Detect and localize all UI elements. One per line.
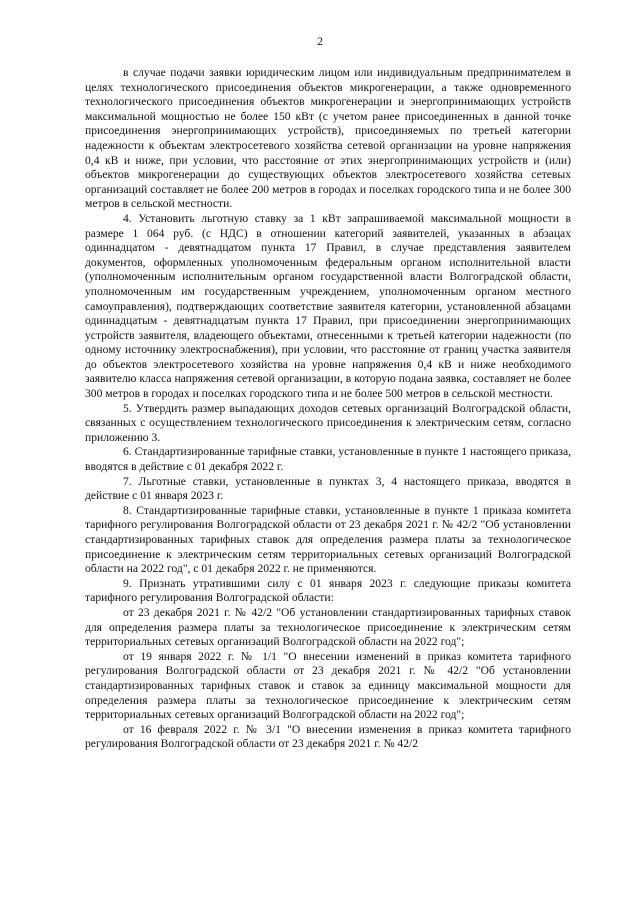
paragraph-item-9: 9. Признать утратившими силу с 01 января 2023 г. следующие приказы комитета тарифного регулирования Волгоградской области: <box>85 576 571 605</box>
page-number: 2 <box>317 34 323 48</box>
paragraph-item-8: 8. Стандартизированные тарифные ставки, установленные в пункте 1 приказа комитета тарифного регулирования Волгоградской области от 23 декабря 2021 г. № 42/2 "Об установлении стандартизированных тарифных ставок для определения размера платы за технологическое присоединение к электрическим сетям территориальных сетевых организаций Волгоградской области на 2022 год", с 01 декабря 2022 г. не применяются. <box>85 503 571 576</box>
paragraph-item-6: 6. Стандартизированные тарифные ставки, установленные в пункте 1 настоящего приказа, вводятся в действие с 01 декабря 2022 г. <box>85 445 571 474</box>
paragraph-continuation: в случае подачи заявки юридическим лицом или индивидуальным предпринимателем в целях технологического присоединения объектов микрогенерации, а также одновременного технологического присоединения объектов микрогенерации и энергопринимающих устройств максимальной мощностью не более 150 кВт (с учетом ранее присоединенных в данной точке присоединения энергопринимающих устройств), присоединяемых по третьей категории надежности к объектам электросетевого хозяйства сетевой организации на уровне напряжения 0,4 кВ и ниже, при условии, что расстояние от этих энергопринимающих устройств и (или) объектов микрогенерации до существующих объектов электросетевого хозяйства сетевых организаций составляет не более 200 метров в городах и поселках городского типа и не более 300 метров в сельской местности. <box>85 66 571 211</box>
paragraph-order-2: от 19 января 2022 г. № 1/1 "О внесении изменений в приказ комитета тарифного регулирования Волгоградской области от 23 декабря 2021 г. № 42/2 "Об установлении стандартизированных тарифных ставок и ставок за единицу максимальной мощности для определения размера платы за технологическое присоединение к электрическим сетям территориальных сетевых организаций Волгоградской области на 2022 год"; <box>85 649 571 722</box>
document-body <box>85 66 571 752</box>
paragraph-order-3: от 16 февраля 2022 г. № 3/1 "О внесении изменения в приказ комитета тарифного регулирования Волгоградской области от 23 декабря 2021 г. № 42/2 <box>85 722 571 751</box>
paragraph-item-7: 7. Льготные ставки, установленные в пунктах 3, 4 настоящего приказа, вводятся в действие с 01 января 2023 г. <box>85 474 571 503</box>
paragraph-item-4: 4. Установить льготную ставку за 1 кВт запрашиваемой максимальной мощности в размере 1 064 руб. (с НДС) в отношении категорий заявителей, указанных в абзацах одиннадцатом - девятнадцатом пункта 17 Правил, в случае представления заявителем документов, оформленных уполномоченным федеральным органом исполнительной власти (уполномоченным исполнительным органом государственной власти Волгоградской области, уполномоченным им государственным учреждением, уполномоченным органом местного самоуправления), подтверждающих соответствие заявителя категории, установленной абзацами одиннадцатым - девятнадцатым пункта 17 Правил, при присоединении энергопринимающих устройств заявителя, владеющего объектами, отнесенными к третьей категории надежности (по одному источнику электроснабжения), при условии, что расстояние от границ участка заявителя до объектов электросетевого хозяйства на уровне напряжения 0,4 кВ и ниже необходимого заявителю класса напряжения сетевой организации, в которую подана заявка, составляет не более 300 метров в городах и поселках городского типа и не более 500 метров в сельской местности. <box>85 211 571 401</box>
paragraph-item-5: 5. Утвердить размер выпадающих доходов сетевых организаций Волгоградской области, связанных с осуществлением технологического присоединения к электрическим сетям, согласно приложению 3. <box>85 401 571 444</box>
paragraph-order-1: от 23 декабря 2021 г. № 42/2 "Об установлении стандартизированных тарифных ставок для определения размера платы за технологическое присоединение к электрическим сетям территориальных сетевых организаций Волгоградской области на 2022 год"; <box>85 605 571 649</box>
